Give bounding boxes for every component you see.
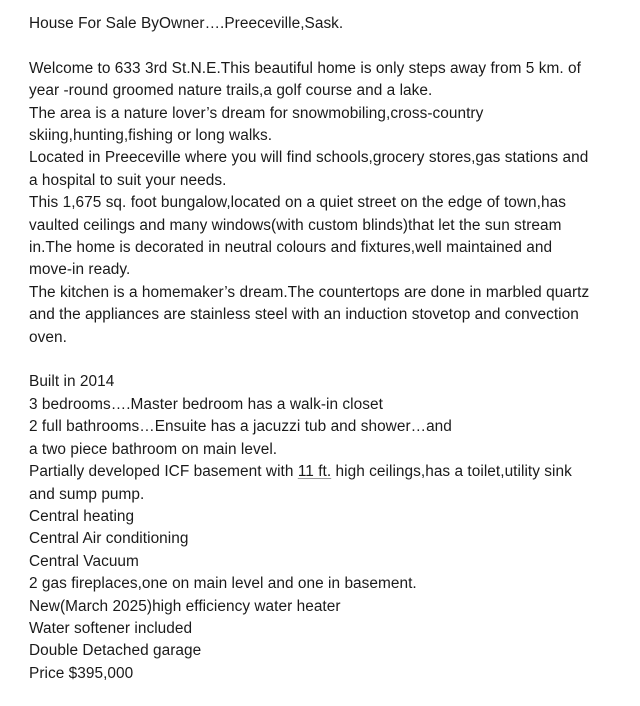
intro-line: oven. <box>29 328 67 346</box>
feature-water-heater: New(March 2025)high efficiency water heater <box>29 597 341 615</box>
basement-text-suffix: high ceilings,has a toilet,utility sink <box>331 463 572 481</box>
feature-air: Central Air conditioning <box>29 530 189 548</box>
intro-line: move-in ready. <box>29 261 131 279</box>
note-body <box>29 13 619 685</box>
listing-price: Price $395,000 <box>29 664 134 682</box>
intro-line: in.The home is decorated in neutral colours and fixtures,well maintained and <box>29 239 553 257</box>
feature-heating: Central heating <box>29 507 135 525</box>
intro-line: Welcome to 633 3rd St.N.E.This beautiful home is only steps away from 5 km. of <box>29 59 581 77</box>
feature-bedrooms: 3 bedrooms….Master bedroom has a walk-in closet <box>29 395 383 413</box>
feature-garage: Double Detached garage <box>29 642 202 660</box>
intro-line: a hospital to suit your needs. <box>29 171 227 189</box>
feature-softener: Water softener included <box>29 619 193 637</box>
intro-line: The kitchen is a homemaker’s dream.The countertops are done in marbled quartz <box>29 283 590 301</box>
feature-basement-cont: and sump pump. <box>29 485 145 503</box>
listing-title: House For Sale ByOwner….Preeceville,Sask. <box>29 15 344 32</box>
measurement-link[interactable]: 11 ft. <box>297 463 332 481</box>
intro-line: The area is a nature lover’s dream for snowmobiling,cross-country <box>29 104 484 122</box>
intro-line: and the appliances are stainless steel with an induction stovetop and convection <box>29 306 579 324</box>
intro-line: vaulted ceilings and many windows(with custom blinds)that let the sun stream <box>29 216 562 234</box>
feature-basement <box>29 461 619 483</box>
feature-built: Built in 2014 <box>29 373 115 391</box>
feature-bathrooms-cont: a two piece bathroom on main level. <box>29 440 278 458</box>
spacer <box>29 35 619 57</box>
basement-text-prefix: Partially developed ICF basement with <box>29 463 298 481</box>
intro-line: year -round groomed nature trails,a golf course and a lake. <box>29 82 433 100</box>
feature-fireplaces: 2 gas fireplaces,one on main level and one in basement. <box>29 575 417 593</box>
spacer <box>29 349 619 371</box>
intro-line: skiing,hunting,fishing or long walks. <box>29 127 273 145</box>
intro-line: This 1,675 sq. foot bungalow,located on a quiet street on the edge of town,has <box>29 194 566 212</box>
feature-bathrooms: 2 full bathrooms…Ensuite has a jacuzzi tub and shower…and <box>29 418 452 436</box>
feature-vacuum: Central Vacuum <box>29 552 139 570</box>
intro-line: Located in Preeceville where you will find schools,grocery stores,gas stations and <box>29 149 589 167</box>
